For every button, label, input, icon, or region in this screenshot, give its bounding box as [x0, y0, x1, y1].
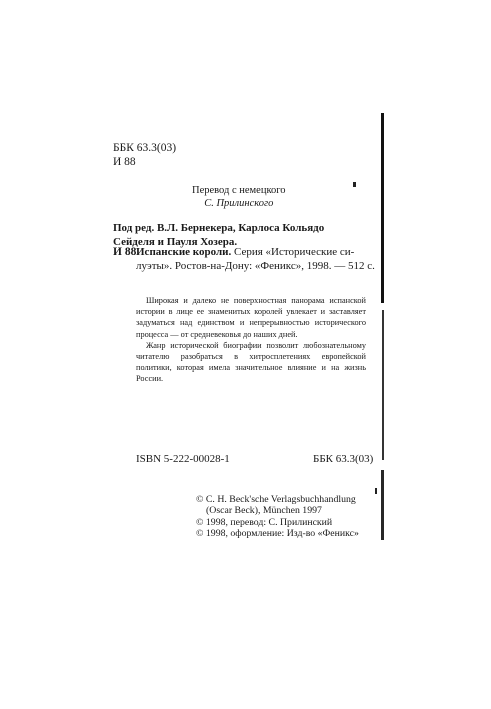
footer-bbk: ББК 63.3(03): [313, 453, 374, 465]
header-classification: [113, 141, 176, 169]
editors-line-2: Сейделя и Пауля Хозера.: [113, 235, 238, 248]
annotation: [136, 295, 366, 385]
copyright-line-2: (Oscar Beck), München 1997: [206, 505, 322, 517]
entry-index: И 88: [113, 246, 137, 258]
scan-edge-artifact: [382, 310, 384, 460]
annotation-paragraph-2: Жанр исторической биографии позволит любознательному читателю разобраться в хитросплетениях европейской политики, которая имела значительное влияние и на жизнь России.: [136, 340, 366, 384]
author-code: И 88: [113, 156, 136, 168]
entry-line-2: луэты». Ростов-на-Дону: «Феникс», 1998. — 512 с.: [136, 260, 375, 272]
isbn: ISBN 5-222-00028-1: [136, 453, 230, 465]
copyright-line-3: © 1998, перевод: С. Прилинский: [196, 516, 333, 528]
scan-speck: [353, 182, 356, 187]
scan-edge-artifact: [381, 113, 384, 303]
translation-credit: [192, 184, 286, 210]
translation-line: Перевод с немецкого: [192, 185, 286, 196]
bbk-code: ББК 63.3(03): [113, 142, 177, 154]
book-title: Испанские короли.: [136, 246, 232, 258]
entry-line-1: [136, 245, 375, 259]
scan-edge-artifact: [381, 470, 384, 540]
bibliographic-entry: [136, 245, 375, 273]
copyright-line-4: © 1998, оформление: Изд-во «Феникс»: [196, 527, 359, 539]
copyright-line-1: © C. H. Beck'sche Verlagsbuchhandlung: [196, 494, 356, 505]
copyright-block: [196, 494, 359, 539]
series-text: Серия «Исторические си-: [231, 246, 355, 258]
annotation-paragraph-1: Широкая и далеко не поверхностная панорама испанской истории в лице ее знаменитых королей увлекает и заставляет задуматься над единством и непрерывностью исторического процесса — от средневековья до наших дней.: [136, 296, 366, 339]
translator-name: С. Прилинского: [204, 198, 274, 209]
editors-line-1: Под ред. В.Л. Бернекера, Карлоса Кольядо: [113, 222, 325, 234]
scan-speck: [375, 488, 377, 494]
